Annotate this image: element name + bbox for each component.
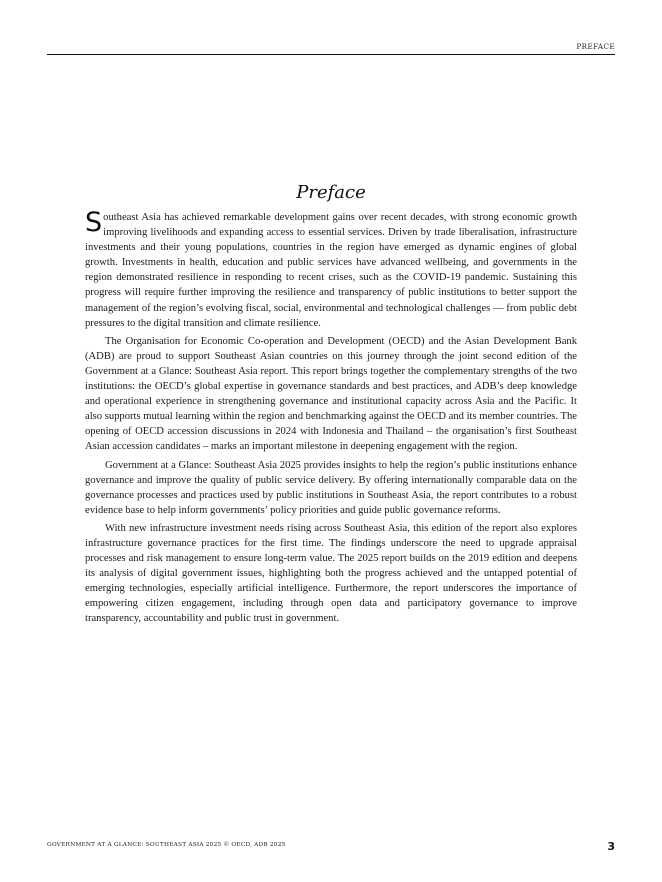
paragraph-4: With new infrastructure investment needs rising across Southeast Asia, this edition of the report also explores infrastructure governance practices for the first time. The findings underscore the need to upgrade appraisal processes and risk management to ensure long-term value. The 2025 report builds on the 2019 edition and deepens its analysis of digital government issues, highlighting both the progress achieved and the untapped potential of emerging technologies, especially artificial intelligence. Furthermore, the report underscores the importance of empowering citizen engagement, including through open data and participatory governance to improve transparency, accountability and public trust in government. <box>85 522 577 625</box>
page-title: Preface <box>296 182 366 203</box>
page-number: 3 <box>607 840 615 853</box>
paragraph-1 <box>85 207 577 331</box>
running-head: PREFACE <box>576 42 615 51</box>
paragraph-1-text: outheast Asia has achieved remarkable development gains over recent decades, with strong economic growth improving livelihoods and expanding access to essential services. Driven by trade liberalisation, infrastructure investments and their young populations, countries in the region have emerged as dynamic engines of global growth. Investments in health, education and public services have advanced wellbeing, and governments in the region demonstrated resilience in responding to recent crises, such as the COVID-19 pandemic. Sustaining this progress will require further improving the resilience and transparency of public institutions to better support the management of the region’s evolving fiscal, social, environmental and technological challenges — from public debt pressures to the digital transition and climate resilience. <box>85 212 577 329</box>
preface-body <box>85 207 578 630</box>
header-rule <box>47 54 615 55</box>
paragraph-3: Government at a Glance: Southeast Asia 2025 provides insights to help the region’s public institutions enhance governance and improve the quality of public service delivery. By offering internationally comparable data on the governance processes and practices used by public institutions in Southeast Asia, the report contributes to a robust evidence base to help inform governments’ policy priorities and guide public governance reforms. <box>85 459 577 516</box>
paragraph-2: The Organisation for Economic Co-operation and Development (OECD) and the Asian Development Bank (ADB) are proud to support Southeast Asian countries on this journey through the joint second edition of the Government at a Glance: Southeast Asia report. This report brings together the complementary strengths of the two institutions: the OECD’s global expertise in governance standards and best practices, and ADB’s deep knowledge and operational experience in strengthening governance and institutional capacity across Asia and the Pacific. It also supports mutual learning within the region and benchmarking against the OECD and its member countries. The opening of OECD accession discussions in 2024 with Indonesia and Thailand – the organisation’s first Southeast Asian accession candidates – marks an important milestone in deepening engagement with the region. <box>85 335 578 453</box>
drop-cap: S <box>85 207 103 238</box>
footer-publication: GOVERNMENT AT A GLANCE: SOUTHEAST ASIA 2025 © OECD, ADB 2025 <box>47 842 286 848</box>
